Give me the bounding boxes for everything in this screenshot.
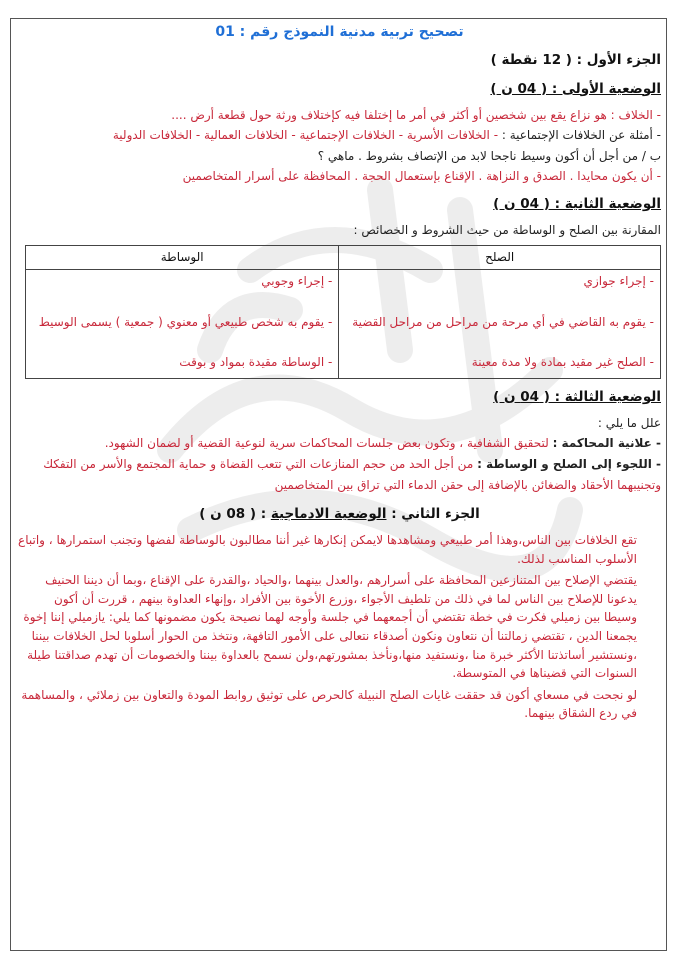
- question-b: ب / من أجل أن أكون وسيط ناجحا لابد من الإتصاف بشروط . ماهي ؟: [317, 148, 661, 163]
- sulh-item-3: - الصلح غير مقيد بمادة ولا مدة معينة: [471, 355, 654, 370]
- comparison-intro: المقارنة بين الصلح و الوساطة من حيث الشروط و الخصائص :: [353, 222, 661, 237]
- part1-heading: الجزء الأول : ( 12 نقطة ): [490, 51, 661, 68]
- answer-b: - أن يكون محايدا . الصدق و النزاهة . الإقناع بإستعمال الحجة . المحافظة على أسرار المتخاصمين: [182, 169, 661, 184]
- integration-paragraph-3: لو نجحت في مسعاي أكون قد حققت غايات الصلح النبيلة كالحرص على توثيق روابط المودة والتعاون بين زملائي ، والمساهمة في ردع الشقاق بينهما.: [21, 687, 637, 721]
- table-header-row: [26, 246, 661, 270]
- justify-intro: علل ما يلي :: [597, 415, 661, 430]
- justify-item-1: [18, 434, 661, 453]
- item1-text: لتحقيق الشفافية ، وتكون بعض جلسات المحاكمات سرية لنوعية القضية أو لضمان الشهود.: [104, 436, 549, 451]
- examples-text: - الخلافات الأسرية - الخلافات الإجتماعية - الخلافات العمالية - الخلافات الدولية: [112, 128, 499, 143]
- integration-paragraph-1: تقع الخلافات بين الناس،وهذا أمر طبيعي ومشاهدها لايمكن إنكارها غير أننا مطالبون بالوساطة لفضها وتجنب استمرارها ، واتباع الأسلوب المناسب لذلك.: [18, 533, 637, 566]
- situation1-heading: الوضعية الأولى : ( 04 ن ): [490, 80, 661, 97]
- part2-heading-points: : ( 08 ن ): [199, 506, 267, 523]
- definition-text: - الخلاف : هو نزاع يقع بين شخصين أو أكثر في أمر ما إختلفا فيه كإختلاف ورثة حول قطعة أرض ....: [171, 107, 661, 122]
- definition-line: [18, 106, 661, 125]
- page-title: تصحيح تربية مدنية النموذج رقم : 01: [215, 24, 464, 40]
- integration-paragraph-2: يقتضي الإصلاح بين المتنازعين المحافظة على أسرارهم ،والعدل بينهما ،والحياد ،والقدرة على الإقناع ،وبما أن ديننا الحنيف يدعونا للإصلاح بين الناس لما في ذلك من تلطيف الأجواء ،وزرع الأخوة بين الأفراد ،وإنهاء العداوة بينهم ، قررت أن أكون وسيطا بين زميلي فكرت في خطة تقتضي أن أجمعهما في جلسة وأوجه لهما نصيحة يكون مضمونها كما يلي: يازميلي إننا إخوة يجمعنا الدين ، تقتضي زمالتنا أن نتعاون ونكون أصدقاء نتعالى على الأمور التافهة، ونتخذ من الحوار أسلوبا لحل الخلافات بيننا ،ونستشير أساتذتنا الأكثر خبرة منا ،ونستفيد منها،ونأخذ بمشورتهم،ولن نسمح بالعداوة بيننا والخصومات أن تهدم صداقتنا طيلة السنوات التي قضيناها في المتوسطة.: [23, 573, 637, 681]
- part2-heading-prefix: الجزء الثاني :: [391, 506, 480, 523]
- item2-text: من أجل الحد من حجم المنازعات التي تتعب القضاة و حماية المجتمع والأسر من التفكك: [43, 456, 474, 471]
- situation2-heading: الوضعية الثانية : ( 04 ن ): [493, 195, 661, 212]
- header-wasata: الوساطة: [26, 246, 339, 270]
- item2-label: - اللجوء إلى الصلح و الوساطة :: [477, 456, 661, 471]
- item1-label: - علانية المحاكمة :: [552, 436, 661, 451]
- comparison-table: [25, 245, 661, 378]
- justify-item-2: [18, 455, 661, 474]
- examples-label: - أمثلة عن الخلافات الإجتماعية :: [501, 128, 661, 143]
- part2-heading: [18, 504, 661, 525]
- situation3-heading: الوضعية الثالثة : ( 04 ن ): [493, 388, 661, 405]
- part2-heading-title: الوضعية الادماجية: [270, 506, 387, 523]
- cell-sulh: [339, 270, 661, 379]
- item2-continuation: وتجنيبهما الأحقاد والضغائن بالإضافة إلى حقن الدماء التي تراق بين المتخاصمين: [274, 477, 661, 492]
- table-row: [26, 270, 661, 379]
- header-sulh: الصلح: [339, 246, 661, 270]
- wasata-item-1: - إجراء وجوبي: [261, 274, 333, 289]
- sulh-item-1: - إجراء جوازي: [583, 274, 654, 289]
- document-page: [18, 22, 661, 726]
- wasata-item-2: - يقوم به شخص طبيعي أو معنوي ( جمعية ) يسمى الوسيط: [38, 314, 333, 329]
- wasata-item-3: - الوساطة مقيدة بمواد و بوقت: [179, 355, 333, 370]
- sulh-item-2: - يقوم به القاضي في أي مرحة من مراحل من مراحل القضية: [352, 314, 654, 329]
- examples-line: [18, 126, 661, 145]
- cell-wasata: [26, 270, 339, 379]
